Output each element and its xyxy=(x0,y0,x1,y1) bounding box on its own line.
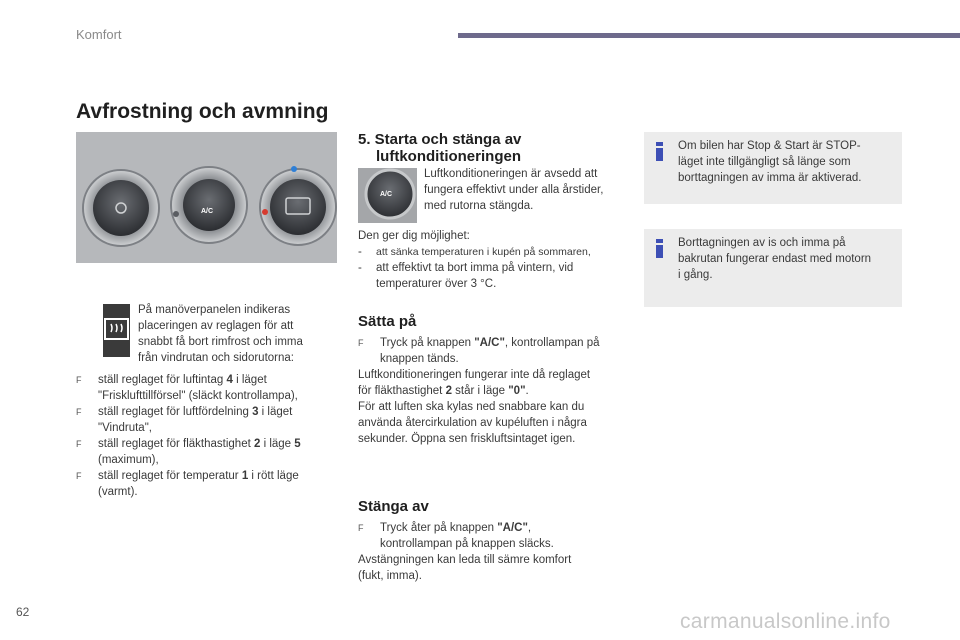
info-line: bakrutan fungerar endast med motorn xyxy=(678,253,872,265)
benefits-title: Den ger dig möjlighet: xyxy=(358,230,470,242)
info-box-rear-window xyxy=(644,229,902,307)
page-title: Avfrostning och avmning xyxy=(76,100,329,123)
on-heading: Sätta på xyxy=(358,313,417,330)
ac-intro-line: fungera effektivt under alla årstider, xyxy=(424,184,604,196)
step-item-cont: "Frisklufttillförsel" (släckt kontrollampa), xyxy=(98,390,298,402)
intro-line: placeringen av reglagen för att xyxy=(138,320,294,332)
on-text: Luftkonditioneringen fungerar inte då reglaget xyxy=(358,369,591,381)
ac-button-label: A/C xyxy=(380,191,393,198)
intro-line: På manöverpanelen indikeras xyxy=(138,304,291,316)
off-heading: Stänga av xyxy=(358,498,429,515)
info-icon xyxy=(656,142,663,161)
step-item: F ställ reglaget för luftfördelning 3 i läget xyxy=(76,406,293,418)
header-accent-bar xyxy=(458,33,960,38)
step-item: F ställ reglaget för luftintag 4 i läget xyxy=(76,374,267,386)
info-line: läget inte tillgängligt så länge som xyxy=(678,156,851,168)
off-bullet-cont: kontrollampan på knappen släcks. xyxy=(380,538,554,550)
on-text: sekunder. Öppna sen friskluftsintaget igen. xyxy=(358,433,576,445)
info-line: Borttagningen av is och imma på xyxy=(678,237,846,249)
rear-defrost-icon xyxy=(103,304,130,357)
off-text: (fukt, imma). xyxy=(358,570,422,582)
step-item-cont: "Vindruta", xyxy=(98,422,152,434)
benefit-item: - att effektivt ta bort imma på vintern, vid xyxy=(358,262,574,274)
step-item-cont: (maximum), xyxy=(98,454,159,466)
benefit-item: - att sänka temperaturen i kupén på sommaren, xyxy=(358,246,591,258)
section-label: Komfort xyxy=(76,27,122,42)
info-line: i gång. xyxy=(678,269,713,281)
intro-line: snabbt få bort rimfrost och imma xyxy=(138,336,303,348)
info-box-stop-start xyxy=(644,132,902,204)
off-text: Avstängningen kan leda till sämre komfort xyxy=(358,554,572,566)
section-heading-cont: luftkonditioneringen xyxy=(376,148,521,165)
step-item: F ställ reglaget för fläkthastighet 2 i läge 5 xyxy=(76,438,301,450)
info-line: Om bilen har Stop & Start är STOP- xyxy=(678,140,861,152)
page-number: 62 xyxy=(16,605,30,619)
intro-line: från vindrutan och sidorutorna: xyxy=(138,352,294,364)
section-heading: 5. Starta och stänga av xyxy=(358,131,522,148)
on-text: för fläkthastighet 2 står i läge "0". xyxy=(358,385,529,397)
info-icon xyxy=(656,239,663,258)
step-item: F ställ reglaget för temperatur 1 i rött läge xyxy=(76,470,299,482)
off-bullet: F Tryck åter på knappen "A/C", xyxy=(358,522,532,534)
on-bullet-cont: knappen tänds. xyxy=(380,353,459,365)
ac-intro-line: med rutorna stängda. xyxy=(424,200,534,212)
on-bullet: F Tryck på knappen "A/C", kontrollampan på xyxy=(358,337,600,349)
step-item-cont: (varmt). xyxy=(98,486,138,498)
on-text: För att luften ska kylas ned snabbare kan du xyxy=(358,401,585,413)
info-line: borttagningen av imma är aktiverad. xyxy=(678,172,862,184)
ac-knob-label: A/C xyxy=(201,208,214,215)
ac-button-photo xyxy=(358,168,417,223)
watermark: carmanualsonline.info xyxy=(680,610,891,633)
benefit-item-cont: temperaturer över 3 °C. xyxy=(376,278,497,290)
control-panel-photo xyxy=(76,132,337,263)
on-text: använda återcirkulation av kupéluften i några xyxy=(358,417,587,429)
ac-intro-line: Luftkonditioneringen är avsedd att xyxy=(424,168,598,180)
